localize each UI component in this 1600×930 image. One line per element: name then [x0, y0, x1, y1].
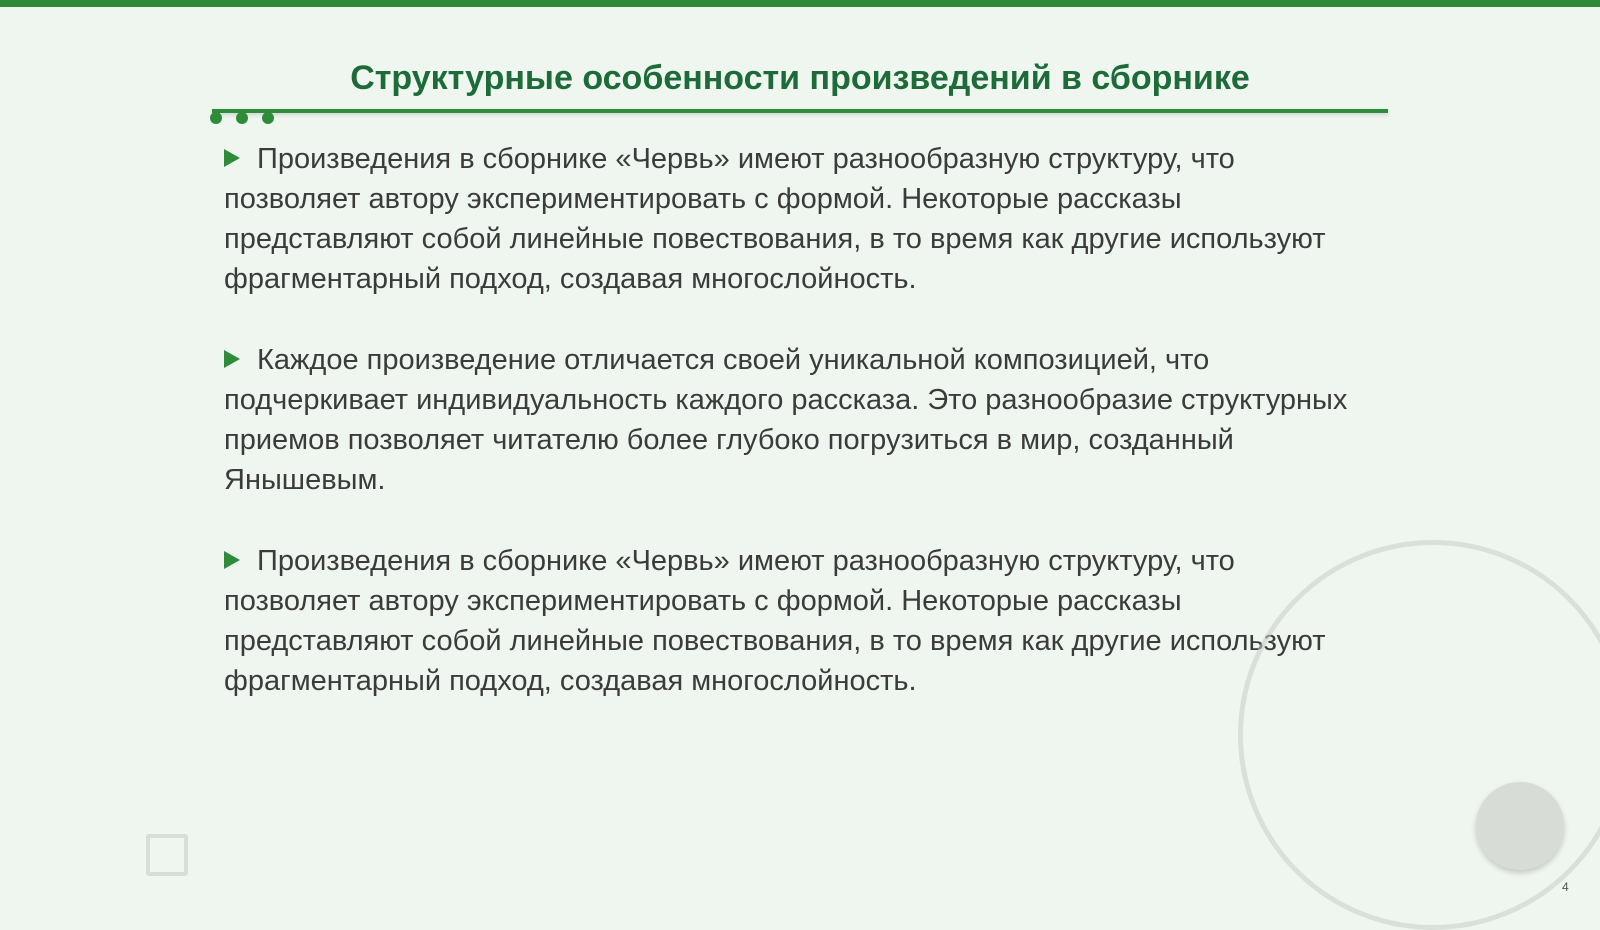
decor-ring [1238, 540, 1600, 930]
decor-square [146, 834, 188, 876]
decor-dot [262, 112, 274, 124]
paragraph-text: Каждое произведение отличается своей уникальной композицией, что подчеркивает индивидуальность каждого рассказа. Это разнообразие структурных приемов позволяет читателю более глубоко погрузиться в мир, созданный Янышевым. [224, 344, 1348, 496]
title-underline [212, 109, 1388, 113]
triangle-right-icon [224, 551, 240, 569]
top-accent-bar [0, 0, 1600, 7]
page-number: 4 [1562, 880, 1569, 894]
decor-dot [236, 112, 248, 124]
triangle-right-icon [224, 350, 240, 368]
bullet-paragraph [224, 139, 1364, 299]
paragraph-text: Произведения в сборнике «Червь» имеют разнообразную структуру, что позволяет автору экспериментировать с формой. Некоторые рассказы представляют собой линейные повествования, в то время как другие используют фрагментарный подход, создавая многослойность. [224, 143, 1326, 295]
triangle-right-icon [224, 149, 240, 167]
bullet-paragraph [224, 340, 1364, 500]
decor-circle [1476, 782, 1564, 870]
bullet-paragraph [224, 541, 1364, 701]
slide-body [224, 139, 1364, 742]
paragraph-text: Произведения в сборнике «Червь» имеют разнообразную структуру, что позволяет автору экспериментировать с формой. Некоторые рассказы представляют собой линейные повествования, в то время как другие используют фрагментарный подход, создавая многослойность. [224, 545, 1326, 697]
slide-title: Структурные особенности произведений в сборнике [350, 59, 1250, 97]
decor-dot [210, 112, 222, 124]
